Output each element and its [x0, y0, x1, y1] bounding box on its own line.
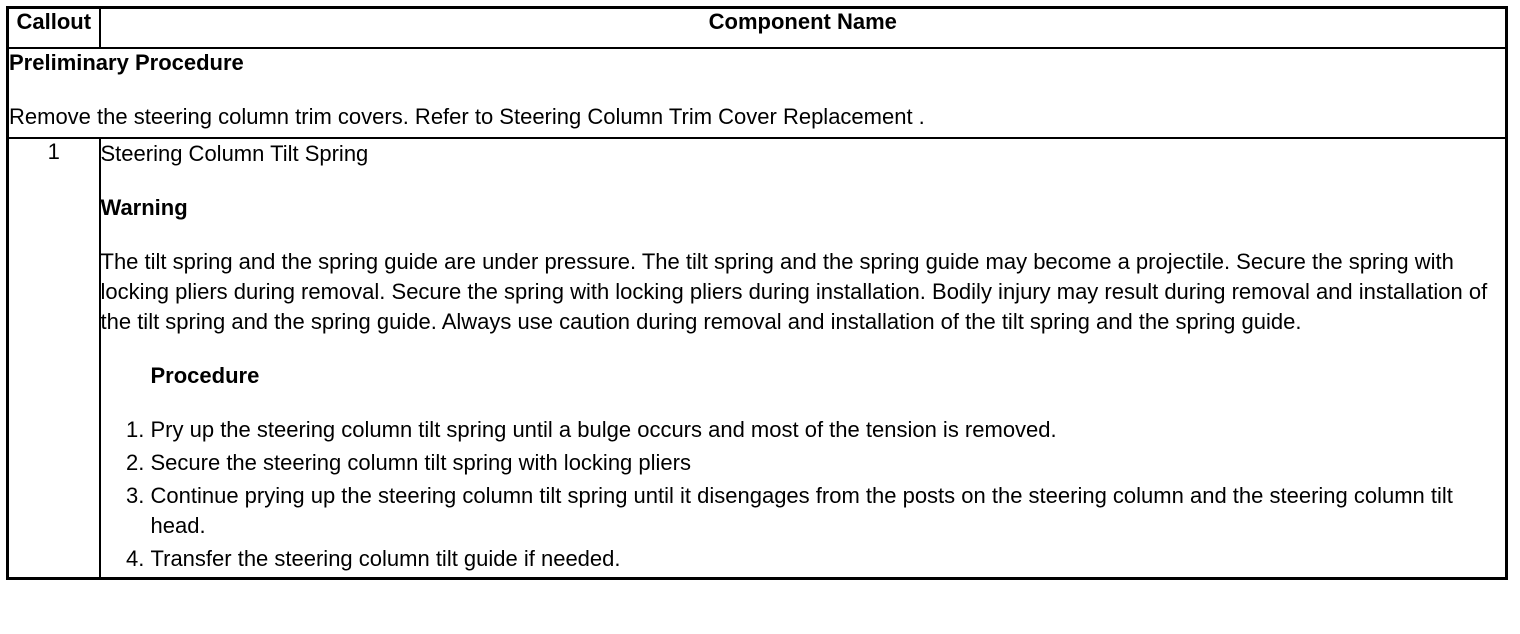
procedure-title: Procedure [150, 363, 260, 388]
preliminary-cell [8, 48, 1507, 138]
preliminary-procedure-text: Remove the steering column trim covers. Refer to Steering Column Trim Cover Replacement . [9, 104, 925, 129]
procedure-step: 2. Secure the steering column tilt spring with locking pliers [151, 448, 1506, 478]
warning-title: Warning [100, 195, 188, 220]
component-cell [100, 138, 1507, 579]
procedure-table [6, 6, 1508, 580]
preliminary-procedure-title: Preliminary Procedure [9, 50, 244, 75]
procedure-step: 3. Continue prying up the steering column tilt spring until it disengages from the posts on the steering column and the steering column tilt head. [151, 481, 1506, 541]
table-row [8, 138, 1507, 579]
component-name-column-header: Component Name [100, 8, 1507, 49]
callout-column-header: Callout [8, 8, 100, 49]
header-row [8, 8, 1507, 49]
procedure-steps-list [101, 415, 1506, 574]
callout-number: 1 [8, 138, 100, 579]
warning-text: The tilt spring and the spring guide are under pressure. The tilt spring and the spring guide may become a projectile. Secure the spring with locking pliers during removal. Secure the spring with locking pliers during installation. Bodily injury may result during removal and installation of the tilt spring and the spring guide. Always use caution during removal and installation of the tilt spring and the spring guide. [100, 249, 1488, 334]
procedure-step: 4. Transfer the steering column tilt guide if needed. [151, 544, 1506, 574]
procedure-step: 1. Pry up the steering column tilt spring until a bulge occurs and most of the tension is removed. [151, 415, 1506, 445]
component-name: Steering Column Tilt Spring [100, 141, 369, 166]
preliminary-row [8, 48, 1507, 138]
